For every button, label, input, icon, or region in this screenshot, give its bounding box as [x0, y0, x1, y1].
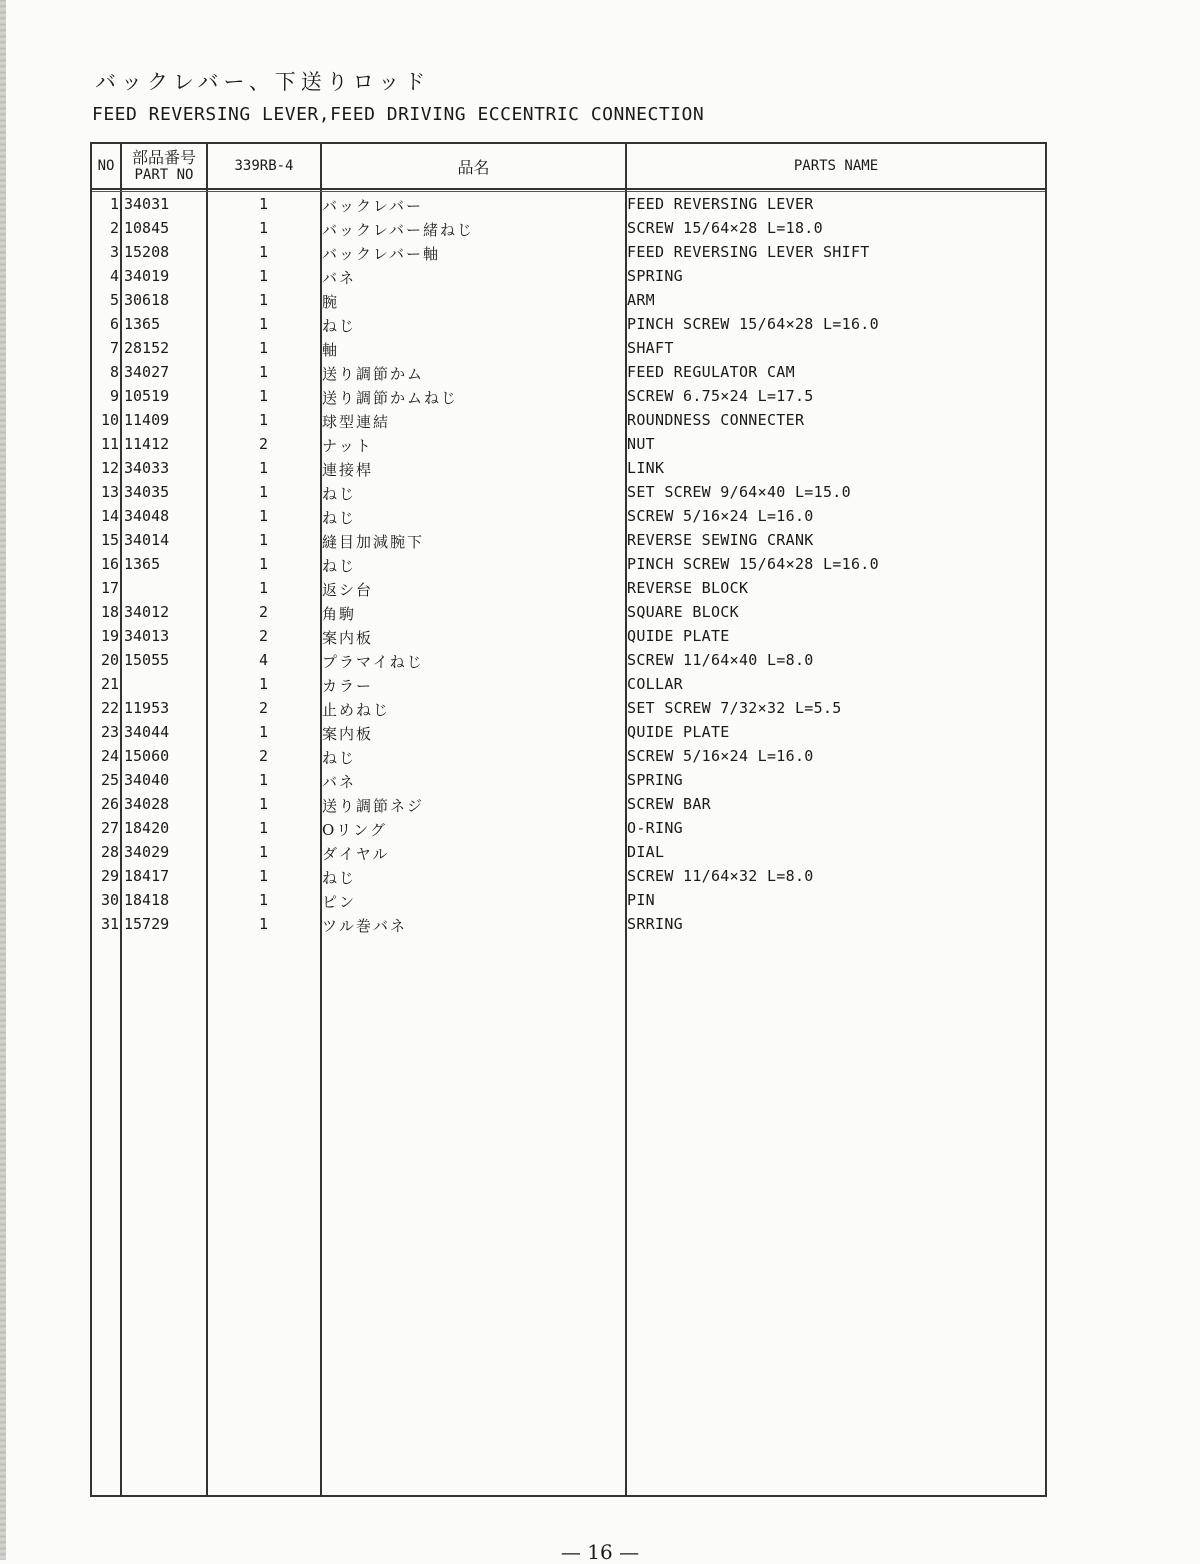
- header-part-no: [122, 144, 206, 188]
- row-part-no: 11409: [124, 411, 170, 429]
- row-no: 11: [100, 435, 119, 453]
- row-part-no: 34031: [124, 195, 170, 213]
- row-part-no: 28152: [124, 339, 170, 357]
- row-no: 20: [100, 651, 119, 669]
- row-name-en: SCREW 5/16×24 L=16.0: [627, 507, 814, 525]
- header-model: 339RB-4: [234, 158, 294, 174]
- row-no: 17: [100, 579, 119, 597]
- row-no: 25: [100, 771, 119, 789]
- row-part-no: 1365: [124, 315, 161, 333]
- row-part-no: 18420: [124, 819, 170, 837]
- row-name-jp: ねじ: [322, 869, 357, 887]
- row-no: 1: [109, 195, 119, 213]
- row-part-no: 11412: [124, 435, 170, 453]
- row-quantity: 2: [258, 747, 269, 765]
- row-name-jp: バネ: [322, 773, 357, 791]
- table-row: [92, 480, 1045, 504]
- row-name-jp: ナット: [322, 437, 373, 455]
- row-quantity: 1: [258, 795, 269, 813]
- row-name-jp: ツル巻バネ: [322, 917, 408, 935]
- row-no: 3: [109, 243, 119, 261]
- row-name-en: DIAL: [627, 843, 665, 861]
- row-part-no: 15208: [124, 243, 170, 261]
- row-part-no: 15729: [124, 915, 170, 933]
- table-row: [92, 600, 1045, 624]
- header-part-no-jp: 部品番号: [131, 147, 196, 167]
- row-name-jp: ピン: [322, 893, 357, 911]
- row-no: 31: [100, 915, 119, 933]
- row-name-jp: 案内板: [322, 629, 374, 647]
- table-row: [92, 360, 1045, 384]
- row-name-jp: 送り調節かムねじ: [322, 389, 459, 407]
- row-name-jp: バックレバー緒ねじ: [322, 221, 474, 239]
- row-name-jp: 縫目加減腕下: [322, 533, 425, 551]
- row-quantity: 1: [258, 723, 269, 741]
- row-no: 16: [100, 555, 119, 573]
- table-row: [92, 840, 1045, 864]
- row-no: 15: [100, 531, 119, 549]
- row-quantity: 1: [258, 243, 269, 261]
- row-name-en: SPRING: [627, 771, 683, 789]
- table-row: [92, 336, 1045, 360]
- table-body: [92, 192, 1045, 936]
- table-row: [92, 576, 1045, 600]
- row-part-no: 34029: [124, 843, 170, 861]
- row-no: 27: [100, 819, 119, 837]
- row-name-jp: ねじ: [322, 557, 357, 575]
- row-no: 29: [100, 867, 119, 885]
- row-name-en: QUIDE PLATE: [627, 627, 730, 645]
- row-part-no: 15055: [124, 651, 170, 669]
- row-name-jp: 送り調節かム: [322, 365, 425, 383]
- row-part-no: 30618: [124, 291, 170, 309]
- table-row: [92, 288, 1045, 312]
- row-name-jp: バックレバー: [322, 197, 423, 215]
- row-quantity: 1: [258, 915, 269, 933]
- row-quantity: 2: [258, 699, 269, 717]
- table-row: [92, 552, 1045, 576]
- row-name-en: ARM: [627, 291, 655, 309]
- row-name-jp: 送り調節ネジ: [322, 797, 425, 815]
- page-title-en: FEED REVERSING LEVER,FEED DRIVING ECCENTRIC CONNECTION: [92, 104, 705, 125]
- row-quantity: 1: [258, 771, 269, 789]
- row-no: 13: [100, 483, 119, 501]
- row-name-en: QUIDE PLATE: [627, 723, 730, 741]
- row-name-en: PINCH SCREW 15/64×28 L=16.0: [627, 315, 879, 333]
- row-quantity: 1: [258, 531, 269, 549]
- row-quantity: 1: [258, 315, 269, 333]
- page-number: — 16 —: [560, 1540, 640, 1564]
- row-no: 30: [100, 891, 119, 909]
- row-name-en: SQUARE BLOCK: [627, 603, 739, 621]
- row-name-jp: ダイヤル: [322, 845, 390, 863]
- row-part-no: 34013: [124, 627, 170, 645]
- row-name-jp: 角駒: [322, 605, 357, 623]
- row-name-en: SCREW BAR: [627, 795, 711, 813]
- row-name-en: SET SCREW 9/64×40 L=15.0: [627, 483, 851, 501]
- table-row: [92, 648, 1045, 672]
- row-name-en: SCREW 5/16×24 L=16.0: [627, 747, 814, 765]
- row-name-jp: 返シ台: [322, 581, 374, 599]
- row-name-en: FEED REVERSING LEVER: [627, 195, 814, 213]
- row-quantity: 1: [258, 843, 269, 861]
- table-row: [92, 672, 1045, 696]
- row-quantity: 1: [258, 363, 269, 381]
- row-no: 23: [100, 723, 119, 741]
- row-name-en: SPRING: [627, 267, 683, 285]
- header-part-no-en: PART NO: [134, 167, 194, 184]
- row-part-no: 34014: [124, 531, 170, 549]
- row-quantity: 1: [258, 819, 269, 837]
- table-row: [92, 912, 1045, 936]
- table-row: [92, 744, 1045, 768]
- row-no: 26: [100, 795, 119, 813]
- row-name-en: REVERSE SEWING CRANK: [627, 531, 814, 549]
- row-name-en: LINK: [627, 459, 665, 477]
- row-name-jp: 軸: [322, 341, 340, 359]
- row-quantity: 1: [258, 867, 269, 885]
- row-name-en: SCREW 11/64×40 L=8.0: [627, 651, 814, 669]
- row-part-no: 34033: [124, 459, 170, 477]
- row-part-no: 18417: [124, 867, 170, 885]
- row-name-jp: バックレバー軸: [322, 245, 440, 263]
- header-name-en: PARTS NAME: [793, 158, 879, 174]
- row-no: 7: [109, 339, 119, 357]
- row-quantity: 2: [258, 627, 269, 645]
- row-name-en: FEED REGULATOR CAM: [627, 363, 795, 381]
- row-part-no: 1365: [124, 555, 161, 573]
- row-part-no: 34044: [124, 723, 170, 741]
- row-name-en: NUT: [627, 435, 655, 453]
- row-no: 2: [109, 219, 119, 237]
- row-part-no: 34035: [124, 483, 170, 501]
- row-no: 19: [100, 627, 119, 645]
- row-quantity: 1: [258, 579, 269, 597]
- row-name-jp: 止めねじ: [322, 701, 391, 719]
- row-quantity: 1: [258, 459, 269, 477]
- row-no: 14: [100, 507, 119, 525]
- row-no: 28: [100, 843, 119, 861]
- row-name-en: ROUNDNESS CONNECTER: [627, 411, 805, 429]
- row-name-jp: 腕: [322, 293, 340, 311]
- table-row: [92, 216, 1045, 240]
- row-no: 6: [109, 315, 119, 333]
- row-no: 18: [100, 603, 119, 621]
- row-name-en: COLLAR: [627, 675, 683, 693]
- row-quantity: 4: [258, 651, 269, 669]
- row-quantity: 1: [258, 387, 269, 405]
- row-name-en: SET SCREW 7/32×32 L=5.5: [627, 699, 842, 717]
- row-no: 24: [100, 747, 119, 765]
- header-divider: [92, 188, 1045, 190]
- table-row: [92, 456, 1045, 480]
- row-part-no: 34040: [124, 771, 170, 789]
- table-row: [92, 528, 1045, 552]
- row-quantity: 1: [258, 267, 269, 285]
- row-quantity: 1: [258, 339, 269, 357]
- row-name-en: SCREW 11/64×32 L=8.0: [627, 867, 814, 885]
- row-name-en: SHAFT: [627, 339, 674, 357]
- row-name-jp: ねじ: [322, 317, 357, 335]
- row-part-no: 15060: [124, 747, 170, 765]
- table-row: [92, 792, 1045, 816]
- row-name-jp: 連接桿: [322, 461, 374, 479]
- row-quantity: 1: [258, 291, 269, 309]
- row-part-no: 34019: [124, 267, 170, 285]
- table-row: [92, 504, 1045, 528]
- row-quantity: 1: [258, 219, 269, 237]
- row-name-jp: ねじ: [322, 509, 357, 527]
- table-row: [92, 264, 1045, 288]
- row-quantity: 1: [258, 195, 269, 213]
- table-row: [92, 312, 1045, 336]
- row-no: 21: [100, 675, 119, 693]
- row-part-no: 34012: [124, 603, 170, 621]
- page-title-jp: バックレバー、下送りロッド: [95, 70, 431, 94]
- table-row: [92, 768, 1045, 792]
- scan-edge: [0, 0, 6, 1560]
- row-name-jp: バネ: [322, 269, 357, 287]
- row-name-en: FEED REVERSING LEVER SHIFT: [627, 243, 870, 261]
- table-row: [92, 240, 1045, 264]
- row-quantity: 1: [258, 675, 269, 693]
- row-name-jp: ねじ: [322, 749, 357, 767]
- row-no: 4: [109, 267, 119, 285]
- table-row: [92, 384, 1045, 408]
- row-name-en: SCREW 6.75×24 L=17.5: [627, 387, 814, 405]
- row-part-no: 34028: [124, 795, 170, 813]
- table-row: [92, 888, 1045, 912]
- row-name-en: PIN: [627, 891, 655, 909]
- table-row: [92, 864, 1045, 888]
- row-part-no: 34027: [124, 363, 170, 381]
- table-row: [92, 720, 1045, 744]
- row-name-jp: Oリング: [322, 821, 387, 839]
- row-name-en: O-RING: [627, 819, 683, 837]
- row-part-no: 10519: [124, 387, 170, 405]
- row-part-no: 11953: [124, 699, 170, 717]
- row-quantity: 1: [258, 891, 269, 909]
- row-name-en: SCREW 15/64×28 L=18.0: [627, 219, 823, 237]
- row-quantity: 2: [258, 603, 269, 621]
- row-no: 9: [109, 387, 119, 405]
- header-no: NO: [97, 158, 115, 174]
- row-no: 12: [100, 459, 119, 477]
- row-name-jp: 球型連結: [322, 413, 391, 431]
- row-name-jp: カラー: [322, 677, 374, 695]
- table-row: [92, 696, 1045, 720]
- table-row: [92, 432, 1045, 456]
- row-no: 8: [109, 363, 119, 381]
- parts-table: [90, 142, 1047, 1497]
- row-quantity: 2: [258, 435, 269, 453]
- row-no: 22: [100, 699, 119, 717]
- table-row: [92, 192, 1045, 216]
- table-row: [92, 624, 1045, 648]
- table-row: [92, 408, 1045, 432]
- header-name-jp: 品名: [457, 157, 490, 177]
- row-part-no: 10845: [124, 219, 170, 237]
- row-part-no: 34048: [124, 507, 170, 525]
- row-no: 5: [109, 291, 119, 309]
- row-name-en: REVERSE BLOCK: [627, 579, 749, 597]
- row-name-jp: 案内板: [322, 725, 374, 743]
- row-quantity: 1: [258, 411, 269, 429]
- row-name-en: PINCH SCREW 15/64×28 L=16.0: [627, 555, 879, 573]
- row-quantity: 1: [258, 507, 269, 525]
- row-name-en: SRRING: [627, 915, 683, 933]
- row-no: 10: [100, 411, 119, 429]
- row-name-jp: プラマイねじ: [322, 653, 424, 671]
- row-quantity: 1: [258, 483, 269, 501]
- table-row: [92, 816, 1045, 840]
- row-part-no: 18418: [124, 891, 170, 909]
- row-quantity: 1: [258, 555, 269, 573]
- row-name-jp: ねじ: [322, 485, 357, 503]
